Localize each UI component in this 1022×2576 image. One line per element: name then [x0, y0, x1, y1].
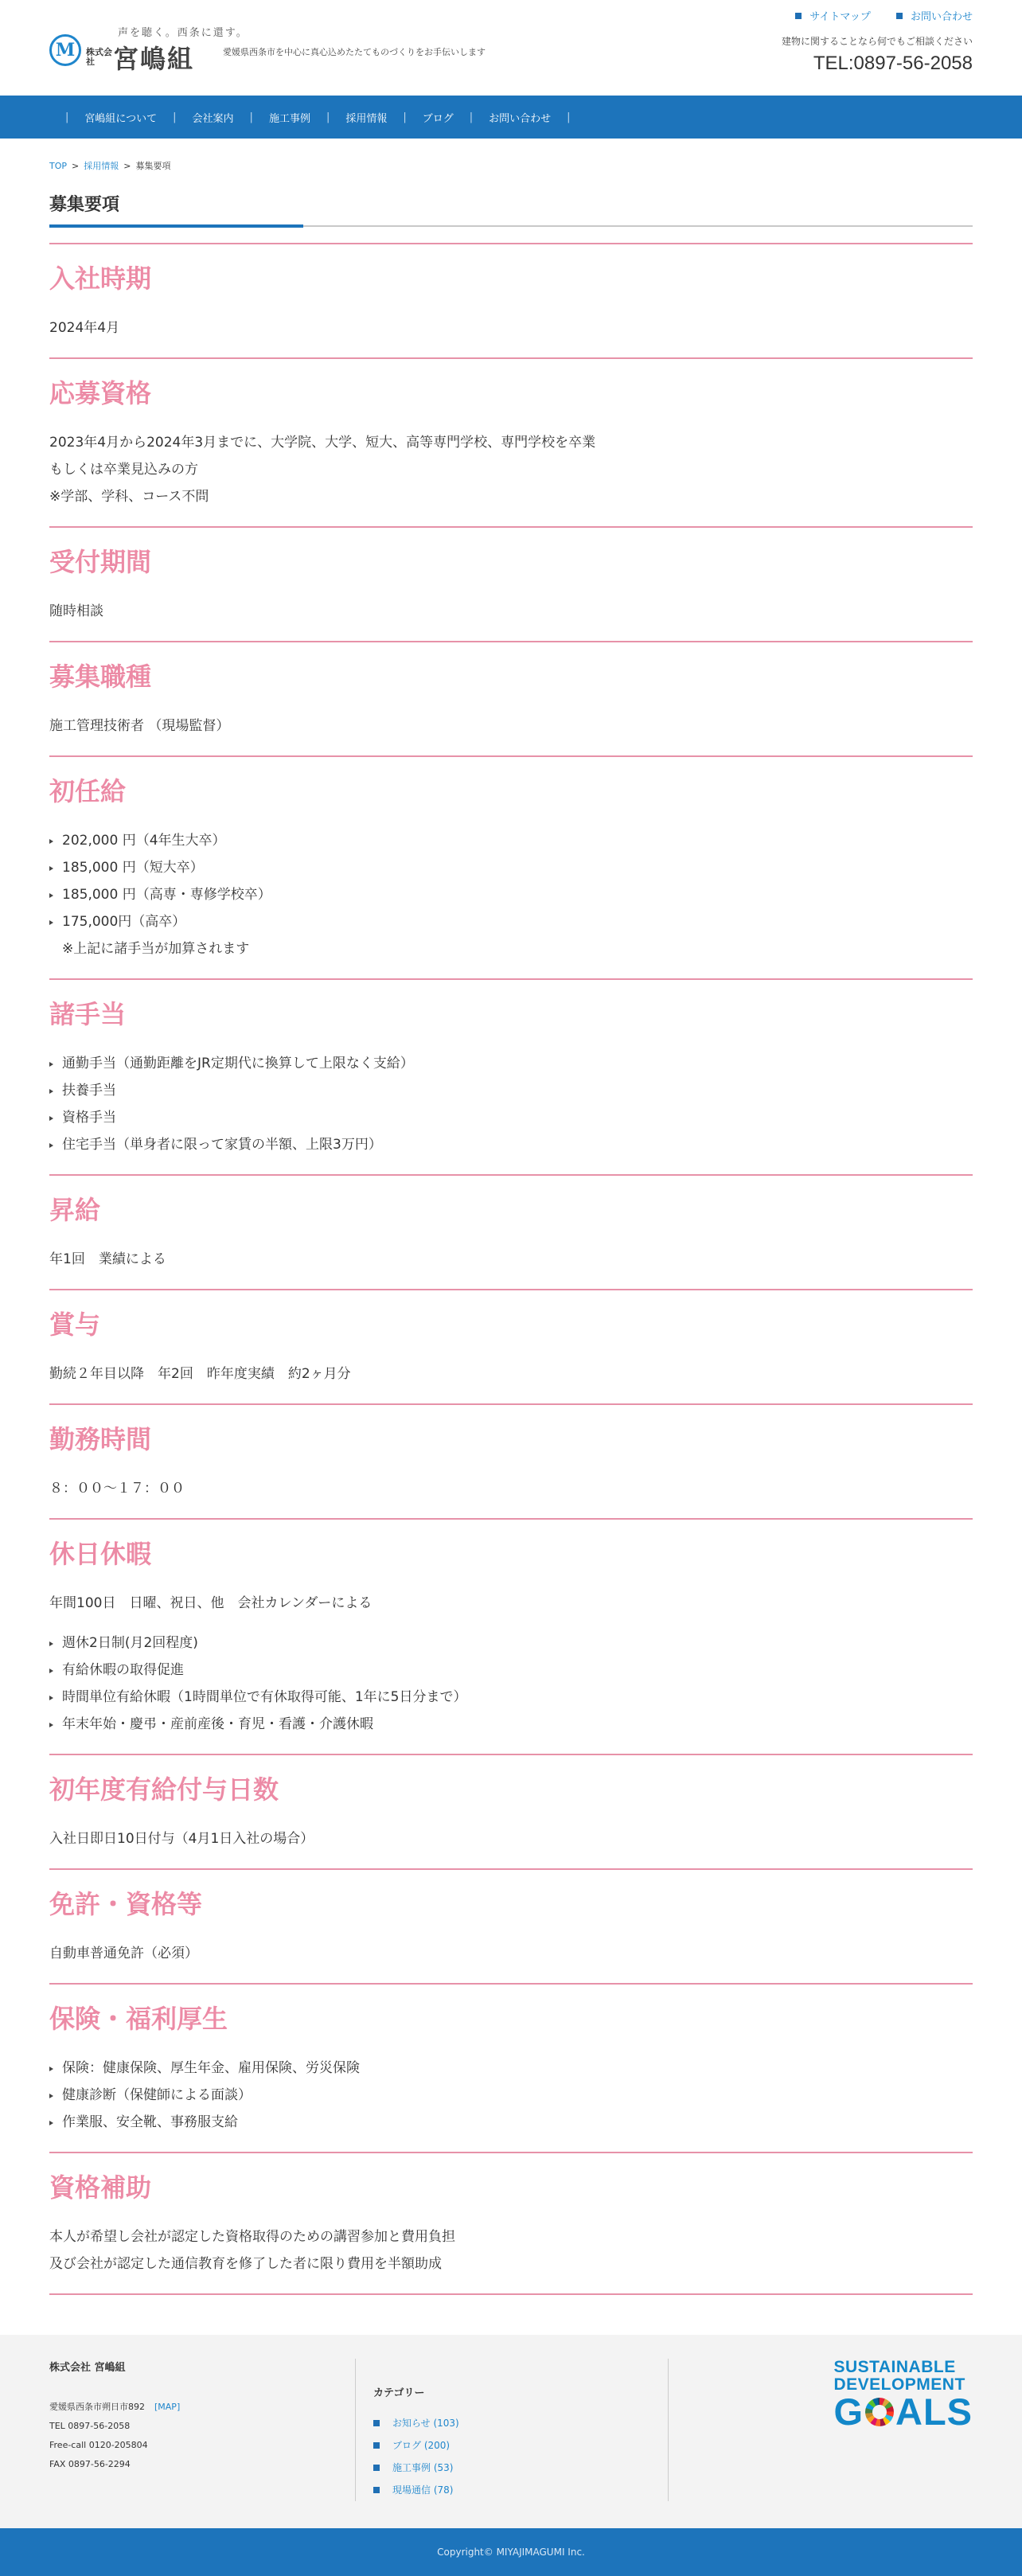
header-note: 建物に関することなら何でもご相談ください: [781, 36, 973, 47]
list-item: 通勤手当（通勤距離をJR定期代に換算して上限なく支給）: [49, 1050, 973, 1077]
section-body: [49, 813, 973, 978]
logo-name: 宮嶋組: [113, 44, 195, 74]
section-body: [49, 2209, 973, 2293]
salary-list: [49, 827, 973, 935]
footer-address: [49, 2398, 355, 2417]
square-bullet-icon: [896, 13, 903, 19]
breadcrumb-separator: >: [72, 161, 80, 171]
site-footer: [0, 2335, 1022, 2528]
section-body: [49, 2040, 973, 2152]
main-content: [49, 159, 973, 2295]
footer-fax: FAX 0897-56-2294: [49, 2459, 131, 2469]
section-holidays: [49, 1518, 973, 1754]
list-item: 住宅手当（単身者に限って家賃の半額、上限3万円）: [49, 1131, 973, 1158]
page-title: 募集要項: [49, 195, 120, 215]
square-bullet-icon: [373, 2420, 380, 2426]
section-body: [49, 415, 973, 526]
list-item: 有給休暇の取得促進: [49, 1657, 973, 1684]
footer-address-block: [49, 2398, 355, 2474]
nav-item-contact[interactable]: お問い合わせ: [489, 112, 552, 125]
site-logo[interactable]: [49, 24, 248, 76]
section-text: 及び会社が認定した通信教育を修了した者に限り費用を半額助成: [49, 2256, 442, 2272]
square-bullet-icon: [373, 2442, 380, 2449]
section-title: 諸手当: [49, 999, 127, 1029]
list-item: 扶養手当: [49, 1077, 973, 1104]
welfare-list: [49, 2055, 973, 2136]
section-title: 休日休暇: [49, 1539, 152, 1569]
section-job-type: [49, 641, 973, 755]
square-bullet-icon: [373, 2487, 380, 2493]
list-item: 時間単位有給休暇（1時間単位で有休取得可能、1年に5日分まで）: [49, 1684, 973, 1711]
list-item: 185,000 円（高専・専修学校卒）: [49, 881, 973, 908]
section-text: 入社日即日10日付与（4月1日入社の場合）: [49, 1831, 314, 1847]
section-raise: [49, 1174, 973, 1289]
section-text: 施工管理技術者 （現場監督）: [49, 718, 230, 734]
footer-categories: [356, 2359, 669, 2501]
section-text: 2023年4月から2024年3月までに、大学院、大学、短大、高等専門学校、専門学校を卒業: [49, 435, 596, 451]
section-text: 随時相談: [49, 603, 103, 619]
page-title-underline: [49, 225, 973, 227]
list-item: 185,000 円（短大卒）: [49, 854, 973, 881]
section-bonus: [49, 1289, 973, 1403]
list-item: 年末年始・慶弔・産前産後・育児・看護・介護休暇: [49, 1711, 973, 1738]
logo-catchphrase: 声を聴く。西条に還す。: [118, 27, 248, 39]
footer-company: [49, 2359, 356, 2501]
section-title: 保険・福利厚生: [49, 2004, 228, 2034]
list-item: 202,000 円（4年生大卒）: [49, 827, 973, 854]
nav-item-works[interactable]: 施工事例: [268, 112, 310, 125]
nav-list: [49, 96, 973, 139]
list-item: 資格手当: [49, 1104, 973, 1131]
nav-item-about[interactable]: 宮嶋組について: [84, 112, 158, 125]
sdgs-goals-als: ALS: [895, 2391, 973, 2433]
copyright: Copyright© MIYAJIMAGUMI Inc.: [0, 2528, 1022, 2576]
spacer: [49, 1617, 973, 1630]
section-body: [49, 1575, 973, 1754]
footer-address-text: 愛媛県西条市朔日市892: [49, 2402, 145, 2412]
sdgs-logo: [833, 2358, 973, 2433]
section-title: 賞与: [49, 1309, 101, 1340]
header-right: [773, 8, 973, 75]
contact-link-label: お問い合わせ: [910, 11, 973, 23]
section-title: 資格補助: [49, 2172, 152, 2203]
nav-separator: |: [249, 111, 253, 123]
section-body: [49, 1346, 973, 1403]
section-title: 初年度有給付与日数: [49, 1774, 279, 1805]
breadcrumb-recruit[interactable]: 採用情報: [84, 161, 119, 171]
category-list: [373, 2412, 668, 2501]
section-welfare: [49, 1983, 973, 2152]
section-qualification-support: [49, 2152, 973, 2295]
sdgs-wheel-icon: [865, 2398, 894, 2426]
sdgs-line2: DEVELOPMENT: [833, 2375, 965, 2394]
sdgs-line1: SUSTAINABLE: [833, 2358, 956, 2376]
section-body: [49, 1811, 973, 1868]
sitemap-link-label: サイトマップ: [809, 11, 871, 23]
sdgs-goals: [833, 2391, 973, 2433]
logo-mark-icon: M: [49, 34, 81, 66]
square-bullet-icon: [795, 13, 802, 19]
nav-item-company[interactable]: 会社案内: [192, 112, 234, 125]
section-application-period: [49, 526, 973, 641]
list-item: 175,000円（高卒）: [49, 908, 973, 935]
section-working-hours: [49, 1403, 973, 1518]
category-label: 現場通信 (78): [392, 2484, 454, 2496]
breadcrumb: [49, 159, 973, 172]
section-title: 初任給: [49, 776, 127, 806]
breadcrumb-current: 募集要項: [135, 161, 171, 171]
recruit-sections: [49, 243, 973, 2295]
nav-separator: |: [403, 111, 407, 123]
nav-separator: |: [65, 111, 69, 123]
section-body: [49, 1231, 973, 1289]
map-link[interactable]: [MAP]: [154, 2402, 181, 2412]
sdgs-goals-g: G: [833, 2391, 864, 2433]
section-title: 受付期間: [49, 547, 152, 577]
footer-company-name: 株式会社 宮嶋組: [49, 2362, 126, 2374]
square-bullet-icon: [373, 2465, 380, 2471]
section-start-date: [49, 243, 973, 357]
section-text: 2024年4月: [49, 320, 120, 336]
contact-link[interactable]: [896, 8, 973, 23]
footer-tel: TEL 0897-56-2058: [49, 2421, 131, 2431]
nav-separator: |: [469, 111, 474, 123]
nav-separator: |: [567, 111, 571, 123]
section-body: [49, 584, 973, 641]
category-item-blog[interactable]: [373, 2434, 668, 2457]
header-tel[interactable]: TEL:0897-56-2058: [813, 53, 973, 74]
site-header: [49, 0, 973, 96]
section-body: [49, 698, 973, 755]
section-body: [49, 1036, 973, 1174]
section-text: 勤続２年目以降 年2回 昨年度実績 約2ヶ月分: [49, 1366, 351, 1382]
section-text: 自動車普通免許（必須）: [49, 1946, 198, 1961]
list-item: 週休2日制(月2回程度): [49, 1630, 973, 1657]
footer-freecall: Free-call 0120-205804: [49, 2440, 148, 2450]
section-text: 年間100日 日曜、祝日、他 会社カレンダーによる: [49, 1595, 373, 1611]
list-item: 作業服、安全靴、事務服支給: [49, 2109, 973, 2136]
nav-item-blog[interactable]: ブログ: [422, 112, 454, 125]
section-qualifications: [49, 357, 973, 526]
section-licenses: [49, 1868, 973, 1983]
section-body: [49, 1926, 973, 1983]
logo-kabushiki: 株式会社: [86, 47, 112, 67]
nav-separator: |: [173, 111, 177, 123]
global-nav: [0, 96, 1022, 139]
section-allowances: [49, 978, 973, 1174]
breadcrumb-separator: >: [123, 161, 131, 171]
sitemap-link[interactable]: [795, 8, 871, 23]
nav-item-recruit[interactable]: 採用情報: [345, 112, 388, 125]
header-tagline: 愛媛県西条市を中心に真心込めたたてものづくりをお手伝いします: [223, 47, 486, 57]
category-label: 施工事例 (53): [392, 2462, 454, 2473]
category-title: カテゴリー: [373, 2387, 425, 2399]
category-label: お知らせ (103): [392, 2418, 459, 2429]
section-starting-salary: [49, 755, 973, 978]
section-title: 募集職種: [49, 662, 152, 692]
section-title: 応募資格: [49, 378, 152, 408]
top-links: [773, 8, 973, 23]
category-item-works[interactable]: [373, 2457, 668, 2479]
section-text: ※学部、学科、コース不問: [49, 489, 209, 505]
holiday-list: [49, 1630, 973, 1738]
list-item: 保険：健康保険、厚生年金、雇用保険、労災保険: [49, 2055, 973, 2082]
section-title: 勤務時間: [49, 1424, 152, 1454]
category-label: ブログ (200): [392, 2440, 451, 2451]
section-text: 本人が希望し会社が認定した資格取得のための講習参加と費用負担: [49, 2229, 455, 2245]
section-title: 昇給: [49, 1195, 101, 1225]
footer-sdgs: [669, 2359, 973, 2501]
salary-note: ※上記に諸手当が加算されます: [62, 941, 250, 957]
section-text: 年1回 業績による: [49, 1251, 166, 1267]
category-item-site[interactable]: [373, 2479, 668, 2501]
section-paid-leave: [49, 1754, 973, 1868]
nav-separator: |: [326, 111, 330, 123]
list-item: 健康診断（保健師による面談）: [49, 2082, 973, 2109]
section-title: 免許・資格等: [49, 1889, 203, 1919]
section-text: ８：００〜１７：００: [49, 1481, 185, 1497]
section-title: 入社時期: [49, 263, 152, 294]
allowance-list: [49, 1050, 973, 1158]
section-text: もしくは卒業見込みの方: [49, 462, 198, 478]
section-body: [49, 300, 973, 357]
category-item-news[interactable]: [373, 2412, 668, 2434]
section-body: [49, 1461, 973, 1518]
breadcrumb-top[interactable]: TOP: [49, 161, 68, 171]
